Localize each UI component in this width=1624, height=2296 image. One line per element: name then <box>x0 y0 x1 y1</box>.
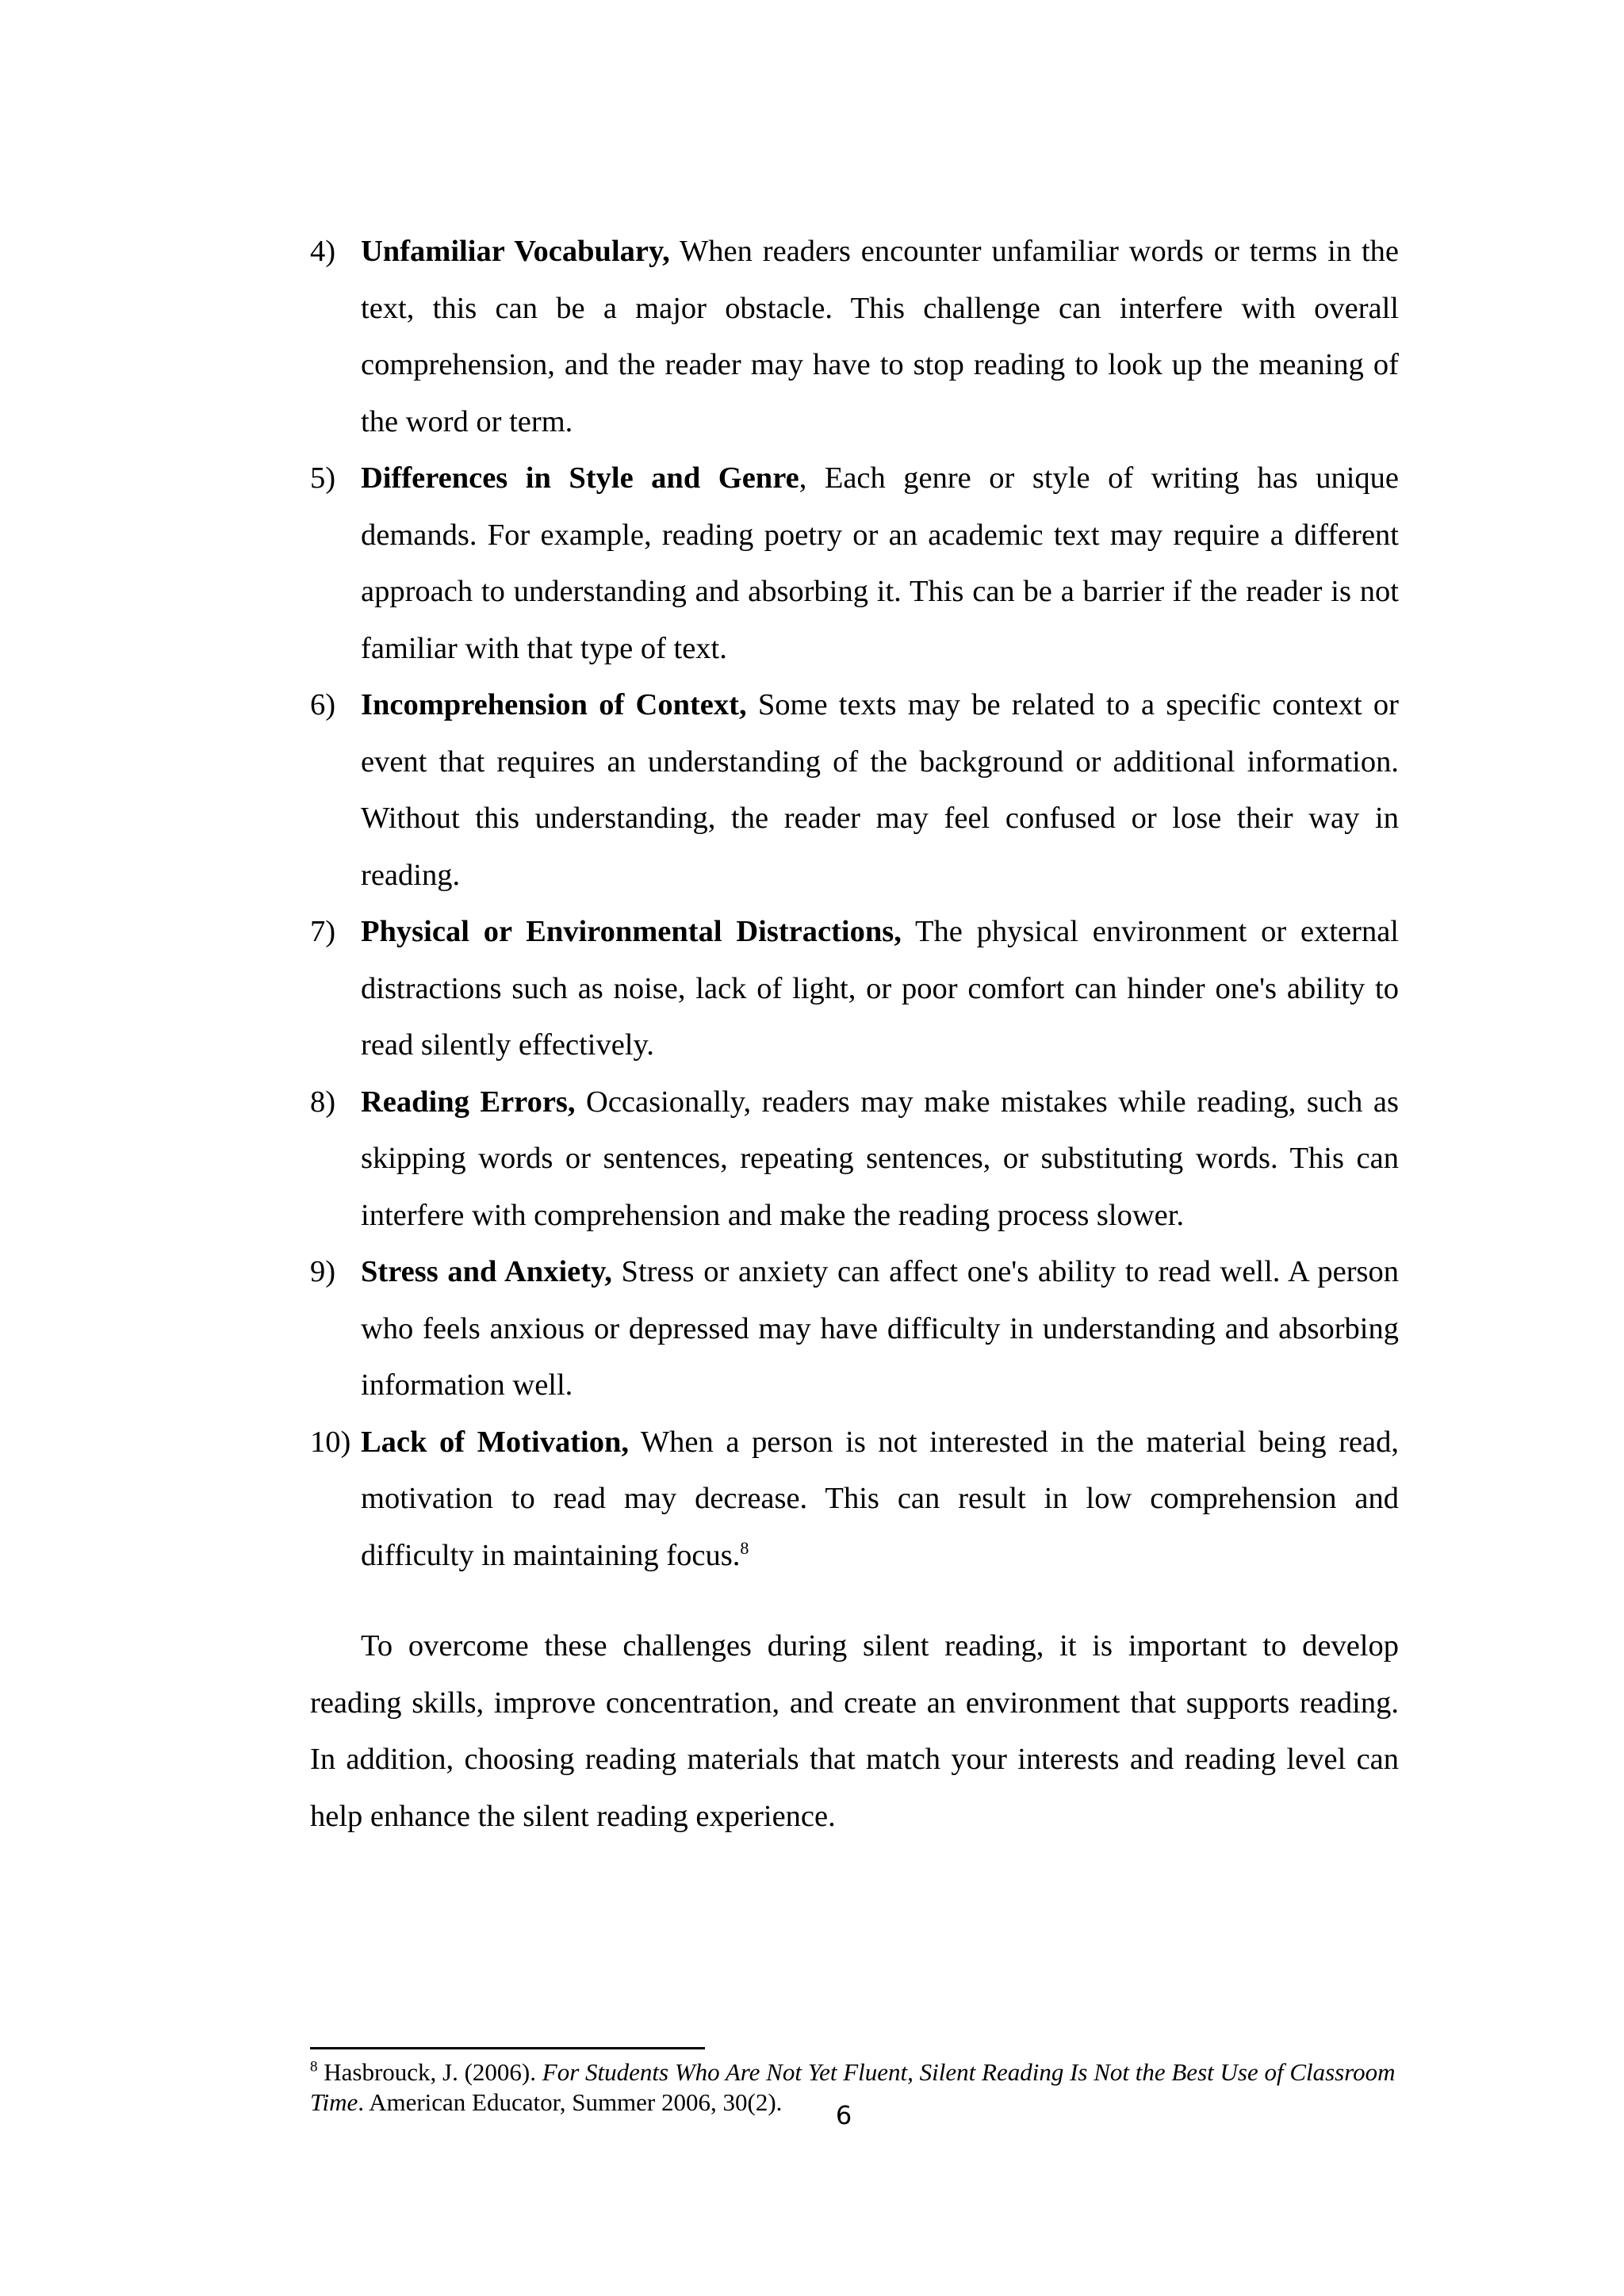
list-item-text: Some texts may be related to a specific context or event that requires an understanding of the background or additional information. Without this understanding, the reader may feel confused or lose their way in reading. <box>361 688 1399 892</box>
list-item-text: The physical environment or external distractions such as noise, lack of light, or poor comfort can hinder one's ability to read silently effectively. <box>361 915 1399 1062</box>
list-item <box>310 904 1399 1074</box>
list-item-term: Lack of Motivation, <box>361 1425 629 1459</box>
footnote-author: Hasbrouck, J. (2006). <box>317 2058 542 2086</box>
list-item-text: When a person is not interested in the material being read, motivation to read may decrease. This can result in low comprehension and difficulty in maintaining focus. <box>361 1425 1399 1572</box>
footnote-source: . American Educator, Summer 2006, 30(2). <box>358 2088 783 2116</box>
footnote-divider <box>310 2047 705 2049</box>
conclusion-paragraph: To overcome these challenges during silent reading, it is important to develop reading skills, improve concentration, and create an environment that supports reading. In addition, choosing reading materials that match your interests and reading level can help enhance the silent reading experience. <box>310 1629 1399 1833</box>
list-item-number: 10) <box>310 1425 351 1459</box>
list-item-number: 8) <box>310 1085 336 1119</box>
footnote-title: For Students Who Are Not Yet Fluent, Silent Reading Is Not the Best Use of Classroom Time <box>310 2058 1396 2116</box>
list-item-term: Reading Errors, <box>361 1085 576 1119</box>
list-item-number: 9) <box>310 1255 336 1288</box>
list-item-text: Occasionally, readers may make mistakes while reading, such as skipping words or sentences, repeating sentences, or substituting words. This can interfere with comprehension and make the reading process slower. <box>361 1085 1399 1232</box>
challenges-list <box>310 224 1399 1584</box>
page-body <box>310 224 1399 1845</box>
list-item-term: Unfamiliar Vocabulary, <box>361 235 670 268</box>
list-item-term: Stress and Anxiety, <box>361 1255 612 1288</box>
list-item <box>310 224 1399 450</box>
list-item-text: , Each genre or style of writing has unique demands. For example, reading poetry or an academic text may require a different approach to understanding and absorbing it. This can be a barrier if the reader is not familiar with that type of text. <box>361 461 1399 665</box>
list-item-term: Incomprehension of Context, <box>361 688 747 721</box>
list-item-number: 4) <box>310 235 336 268</box>
list-item-text: Stress or anxiety can affect one's ability to read well. A person who feels anxious or depressed may have difficulty in understanding and absorbing information well. <box>361 1255 1400 1402</box>
list-item-number: 5) <box>310 461 336 495</box>
list-item-number: 7) <box>310 915 336 948</box>
list-item <box>310 450 1399 677</box>
footnote-mark: 8 <box>310 2058 318 2076</box>
list-item <box>310 1414 1399 1585</box>
list-item <box>310 677 1399 904</box>
list-item-term: Differences in Style and Genre <box>361 461 799 495</box>
list-item-text: When readers encounter unfamiliar words or terms in the text, this can be a major obstacle. This challenge can interfere with overall comprehension, and the reader may have to stop reading to look up the meaning of the word or term. <box>361 235 1399 438</box>
page-number: 6 <box>835 2100 852 2130</box>
list-item-number: 6) <box>310 688 336 721</box>
footnote-reference[interactable]: 8 <box>740 1537 749 1558</box>
list-item-term: Physical or Environmental Distractions, <box>361 915 902 948</box>
list-item <box>310 1074 1399 1245</box>
list-item <box>310 1244 1399 1414</box>
